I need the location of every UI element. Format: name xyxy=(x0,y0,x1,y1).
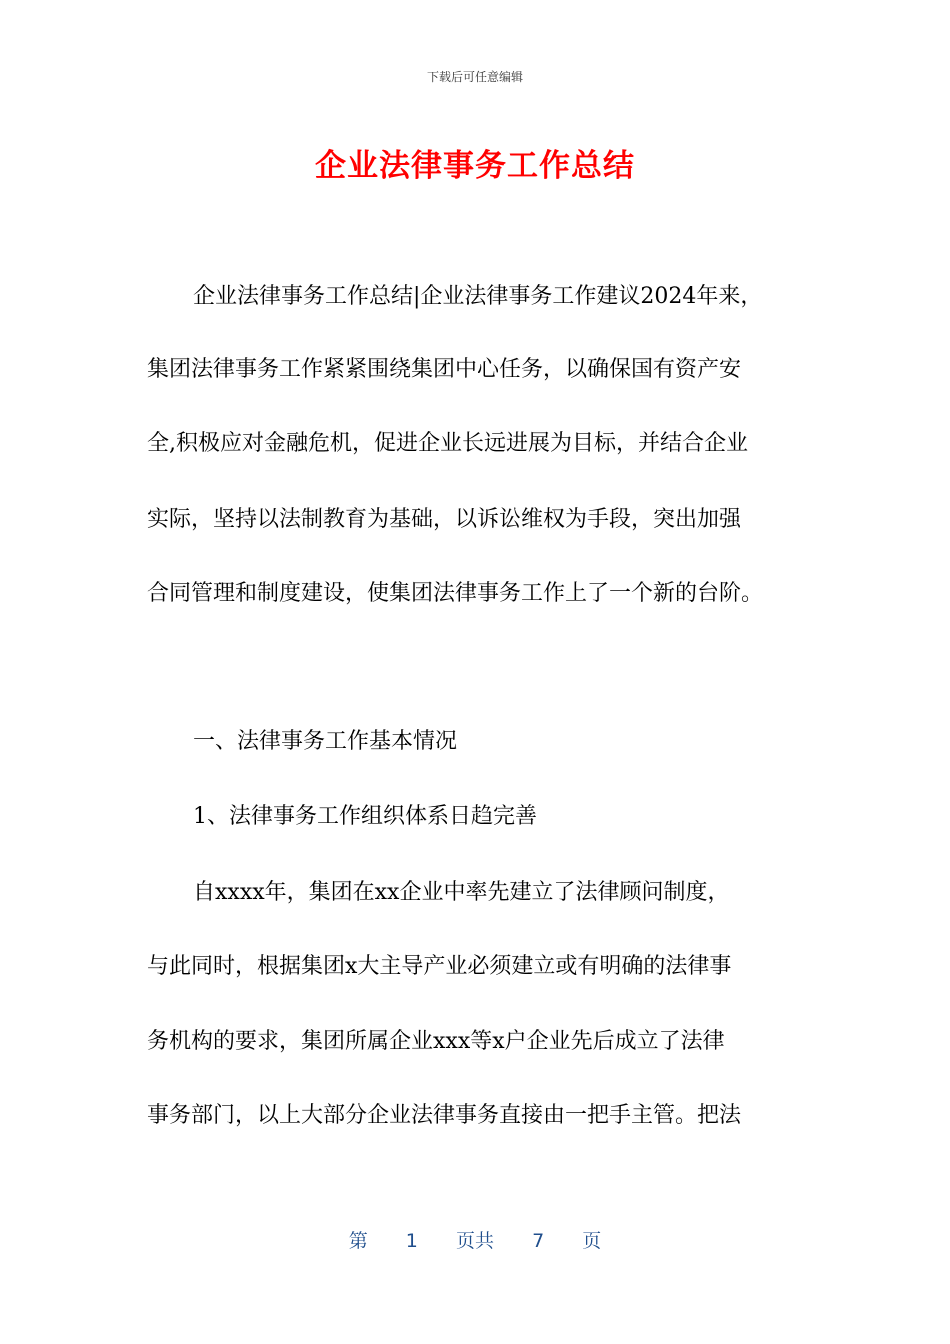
body-line: 全,积极应对金融危机，促进企业长远进展为目标，并结合企业 xyxy=(147,431,748,456)
page-separator: 页共 xyxy=(455,1230,494,1252)
section-heading: 一、法律事务工作基本情况 xyxy=(193,729,458,754)
body-line: 企业法律事务工作总结|企业法律事务工作建议2024年来， xyxy=(193,284,763,309)
header-note: 下载后可任意编辑 xyxy=(426,70,523,84)
document-title: 企业法律事务工作总结 xyxy=(315,148,635,184)
body-line: 事务部门，以上大部分企业法律事务直接由一把手主管。把法 xyxy=(147,1103,742,1128)
page-suffix: 页 xyxy=(582,1230,602,1252)
page-number: 1 xyxy=(405,1230,418,1252)
body-line: 实际，坚持以法制教育为基础，以诉讼维权为手段，突出加强 xyxy=(147,507,742,532)
page-label: 第 xyxy=(348,1230,368,1252)
body-line: 集团法律事务工作紧紧围绕集团中心任务，以确保国有资产安 xyxy=(147,357,742,382)
body-line: 合同管理和制度建设，使集团法律事务工作上了一个新的台阶。 xyxy=(147,581,764,606)
subsection-heading: 1、法律事务工作组织体系日趋完善 xyxy=(193,804,537,829)
body-line: 务机构的要求，集团所属企业xxx等x户企业先后成立了法律 xyxy=(147,1029,725,1054)
total-pages: 7 xyxy=(532,1230,545,1252)
page-footer xyxy=(0,1226,950,1253)
body-line: 与此同时，根据集团x大主导产业必须建立或有明确的法律事 xyxy=(147,954,732,979)
body-line: 自xxxx年，集团在xx企业中率先建立了法律顾问制度， xyxy=(193,880,730,905)
